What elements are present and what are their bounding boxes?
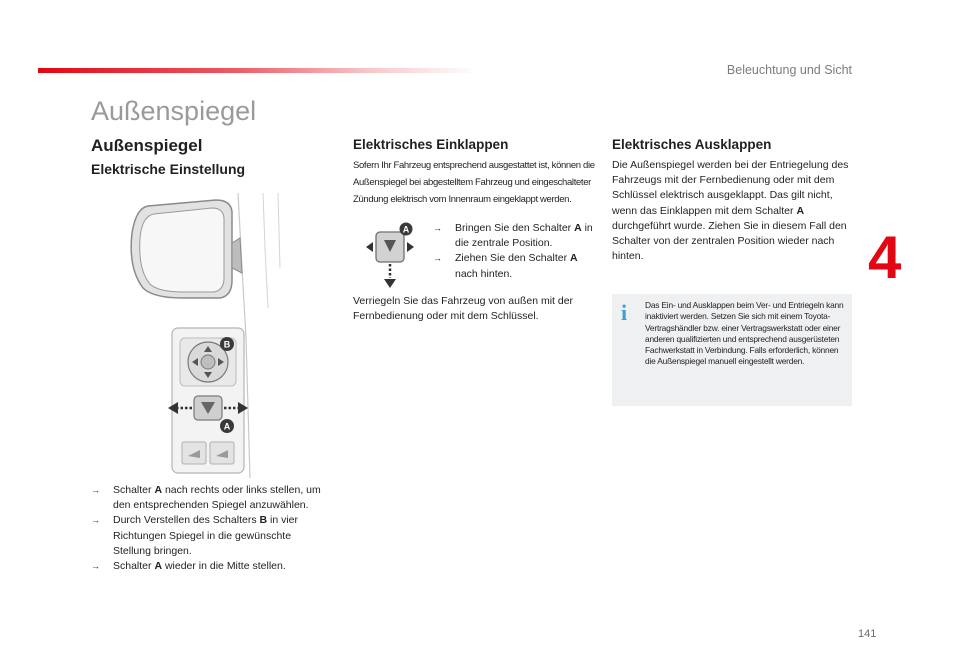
header-accent-bar [38,68,478,73]
mirror-control-illustration [128,188,298,480]
fold-intro-text: Sofern Ihr Fahrzeug entsprechend ausgestattet ist, können die Außenspiegel bei abgestelltem Fahrzeug und eingeschalteter Zündung elektrisch vom Innenraum eingeklappt werden. [353,160,595,205]
mirror-glass-shape [140,208,224,292]
fold-note-text: Verriegeln Sie das Fahrzeug von außen mit der Fernbedienung oder mit dem Schlüssel. [353,295,574,323]
list-item: → Ziehen Sie den Schalter A nach hinten. [433,251,597,281]
list-item: → Schalter A nach rechts oder links stellen, um den entsprechenden Spiegel anzuwählen. [91,483,323,513]
unfold-body-text: Die Außenspiegel werden bei der Entriegelung des Fahrzeugs mit der Fernbedienung oder mit dem Schlüssel elektrisch ausgeklappt. Das gilt nicht, wenn das Einklappen mit dem Schalter A durchgeführt wurde. Ziehen Sie in diesem Fall den Schalter von der zentralen Position wieder nach hinten. [612,159,849,263]
section-title-fold: Elektrisches Einklappen [353,137,509,152]
chapter-number: 4 [868,224,902,291]
page-number: 141 [858,628,877,640]
list-item: → Durch Verstellen des Schalters B in vier Richtungen Spiegel in die gewünschte Stellung bringen. [91,513,323,559]
fold-switch-illustration [364,222,418,292]
label-b: B [223,339,231,350]
info-text: Das Ein- und Ausklappen beim Ver- und Entriegeln kann inaktiviert werden. Setzen Sie sich mit einem Toyota-Vertragshändler bzw. einer Vertragswerkstatt oder einer anderen qualifizierten und entsprechend ausgerüsteten Fachwerkstatt in Verbindung. Falls erforderlich, können die Außenspiegel manuell eingestellt werden. [645,300,844,367]
section-title-mirror: Außenspiegel [91,136,203,155]
info-icon: i [621,300,628,325]
page-title: Außenspiegel [91,96,257,126]
col1-steps-list [91,483,323,574]
section-title-unfold: Elektrisches Ausklappen [612,137,772,152]
section-subtitle-electric-adjust: Elektrische Einstellung [91,161,246,177]
label-a: A [223,421,231,432]
label-a: A [402,224,410,235]
section-header: Beleuchtung und Sicht [726,63,852,77]
list-item: → Schalter A wieder in die Mitte stellen. [91,559,323,574]
list-item: → Bringen Sie den Schalter A in die zentrale Position. [433,221,597,251]
info-box [612,294,852,406]
col2-steps-list [433,221,597,282]
